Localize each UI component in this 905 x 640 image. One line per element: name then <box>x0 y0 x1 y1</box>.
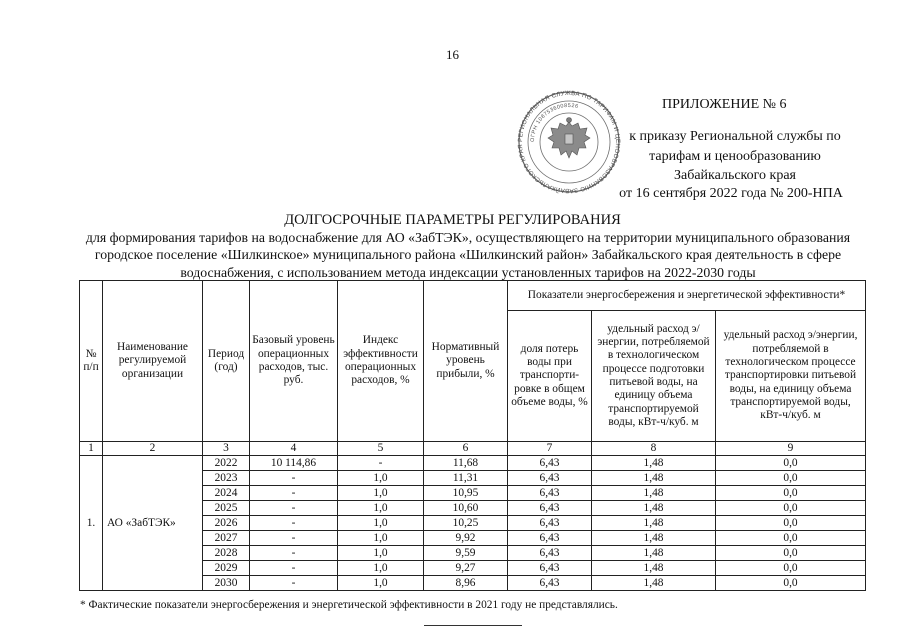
cell-energy-transport: 0,0 <box>716 471 866 486</box>
cell-year: 2025 <box>203 501 250 516</box>
row-number: 1. <box>80 456 103 591</box>
column-number: 7 <box>508 442 592 456</box>
cell-year: 2030 <box>203 576 250 591</box>
column-number: 4 <box>250 442 338 456</box>
cell-water-loss: 6,43 <box>508 501 592 516</box>
cell-base-opex: - <box>250 576 338 591</box>
cell-efficiency-index: 1,0 <box>338 531 424 546</box>
column-number: 8 <box>592 442 716 456</box>
cell-base-opex: - <box>250 516 338 531</box>
header-efficiency-index: Индекс эффективности операционных расходов, % <box>338 281 424 442</box>
cell-energy-preparation: 1,48 <box>592 576 716 591</box>
cell-profit: 10,25 <box>424 516 508 531</box>
column-number: 6 <box>424 442 508 456</box>
cell-energy-preparation: 1,48 <box>592 531 716 546</box>
footnote: * Фактические показатели энергосбережения и энергетической эффективности в 2021 году не представлялись. <box>80 599 618 611</box>
column-number: 3 <box>203 442 250 456</box>
cell-efficiency-index: - <box>338 456 424 471</box>
header-profit-level: Нормативный уровень прибыли, % <box>424 281 508 442</box>
cell-energy-transport: 0,0 <box>716 516 866 531</box>
cell-energy-transport: 0,0 <box>716 456 866 471</box>
cell-profit: 10,95 <box>424 486 508 501</box>
cell-year: 2029 <box>203 561 250 576</box>
cell-base-opex: - <box>250 501 338 516</box>
cell-energy-preparation: 1,48 <box>592 501 716 516</box>
cell-base-opex: 10 114,86 <box>250 456 338 471</box>
cell-efficiency-index: 1,0 <box>338 546 424 561</box>
cell-energy-transport: 0,0 <box>716 546 866 561</box>
column-number: 9 <box>716 442 866 456</box>
appendix-title: ПРИЛОЖЕНИЕ № 6 <box>662 97 787 112</box>
cell-water-loss: 6,43 <box>508 561 592 576</box>
appendix-line-4: от 16 сентября 2022 года № 200-НПА <box>619 186 843 201</box>
cell-water-loss: 6,43 <box>508 516 592 531</box>
regulation-parameters-table <box>79 280 866 591</box>
table-row <box>80 456 866 471</box>
cell-energy-transport: 0,0 <box>716 531 866 546</box>
cell-energy-preparation: 1,48 <box>592 486 716 501</box>
coat-of-arms-icon <box>548 118 590 159</box>
cell-energy-preparation: 1,48 <box>592 471 716 486</box>
column-number: 1 <box>80 442 103 456</box>
cell-energy-preparation: 1,48 <box>592 546 716 561</box>
header-specific-energy-preparation: удельный расход э/энергии, потребляемой в технологическом процессе подготовки питьевой воды, на единицу объема транспортируемой воды, кВт-ч/куб. м <box>592 311 716 442</box>
header-base-opex: Базовый уровень операционных расходов, тыс. руб. <box>250 281 338 442</box>
cell-energy-transport: 0,0 <box>716 576 866 591</box>
cell-profit: 9,59 <box>424 546 508 561</box>
cell-energy-preparation: 1,48 <box>592 516 716 531</box>
footer-divider <box>424 625 522 626</box>
cell-year: 2026 <box>203 516 250 531</box>
cell-profit: 11,31 <box>424 471 508 486</box>
cell-year: 2027 <box>203 531 250 546</box>
cell-water-loss: 6,43 <box>508 486 592 501</box>
cell-profit: 11,68 <box>424 456 508 471</box>
cell-water-loss: 6,43 <box>508 531 592 546</box>
cell-efficiency-index: 1,0 <box>338 486 424 501</box>
cell-year: 2028 <box>203 546 250 561</box>
cell-efficiency-index: 1,0 <box>338 516 424 531</box>
cell-base-opex: - <box>250 471 338 486</box>
cell-base-opex: - <box>250 561 338 576</box>
header-water-loss: доля потерь воды при транспорти-ровке в общем объеме воды, % <box>508 311 592 442</box>
page-number: 16 <box>446 47 459 62</box>
header-period: Период (год) <box>203 281 250 442</box>
cell-efficiency-index: 1,0 <box>338 471 424 486</box>
header-energy-group: Показатели энергосбережения и энергетической эффективности* <box>508 281 866 311</box>
cell-water-loss: 6,43 <box>508 471 592 486</box>
cell-profit: 8,96 <box>424 576 508 591</box>
cell-year: 2023 <box>203 471 250 486</box>
cell-profit: 10,60 <box>424 501 508 516</box>
cell-year: 2024 <box>203 486 250 501</box>
cell-base-opex: - <box>250 546 338 561</box>
stamp-inner-text: ОГРН 1087536008526 <box>529 102 579 143</box>
cell-base-opex: - <box>250 531 338 546</box>
cell-energy-preparation: 1,48 <box>592 456 716 471</box>
cell-profit: 9,92 <box>424 531 508 546</box>
cell-energy-transport: 0,0 <box>716 561 866 576</box>
cell-energy-transport: 0,0 <box>716 501 866 516</box>
document-subtitle: для формирования тарифов на водоснабжение для АО «ЗабТЭК», осуществляющего на территории муниципального образования городское поселение «Шилкинское» муниципального района «Шилкинский район» Забайкальского края деятельность в сфере водоснабжения, с использованием метода индексации установленных тарифов на 2022-2030 годы <box>85 230 851 280</box>
column-number: 2 <box>103 442 203 456</box>
header-specific-energy-transport: удельный расход э/энергии, потребляемой в технологическом процессе транспортировки питьевой воды, на единицу объема транспортируемой воды, кВт-ч/куб. м <box>716 311 866 442</box>
organization-name: АО «ЗабТЭК» <box>103 456 203 591</box>
cell-base-opex: - <box>250 486 338 501</box>
cell-year: 2022 <box>203 456 250 471</box>
stamp-outer-text: РЕГИОНАЛЬНАЯ СЛУЖБА ПО ТАРИФАМ И ЦЕНООБРАЗОВАНИЮ ЗАБАЙКАЛЬСКОГО КРАЯ <box>516 90 622 194</box>
cell-water-loss: 6,43 <box>508 546 592 561</box>
cell-water-loss: 6,43 <box>508 576 592 591</box>
cell-efficiency-index: 1,0 <box>338 561 424 576</box>
cell-efficiency-index: 1,0 <box>338 501 424 516</box>
appendix-line-3: Забайкальского края <box>673 168 796 183</box>
cell-efficiency-index: 1,0 <box>338 576 424 591</box>
document-title: ДОЛГОСРОЧНЫЕ ПАРАМЕТРЫ РЕГУЛИРОВАНИЯ <box>284 212 621 228</box>
cell-energy-transport: 0,0 <box>716 486 866 501</box>
appendix-line-1: к приказу Региональной службы по <box>629 129 841 144</box>
appendix-line-2: тарифам и ценообразованию <box>649 149 821 164</box>
cell-water-loss: 6,43 <box>508 456 592 471</box>
cell-energy-preparation: 1,48 <box>592 561 716 576</box>
header-organization: Наименование регулируемой организации <box>103 281 203 442</box>
header-num: № п/п <box>80 281 103 442</box>
column-number: 5 <box>338 442 424 456</box>
cell-profit: 9,27 <box>424 561 508 576</box>
